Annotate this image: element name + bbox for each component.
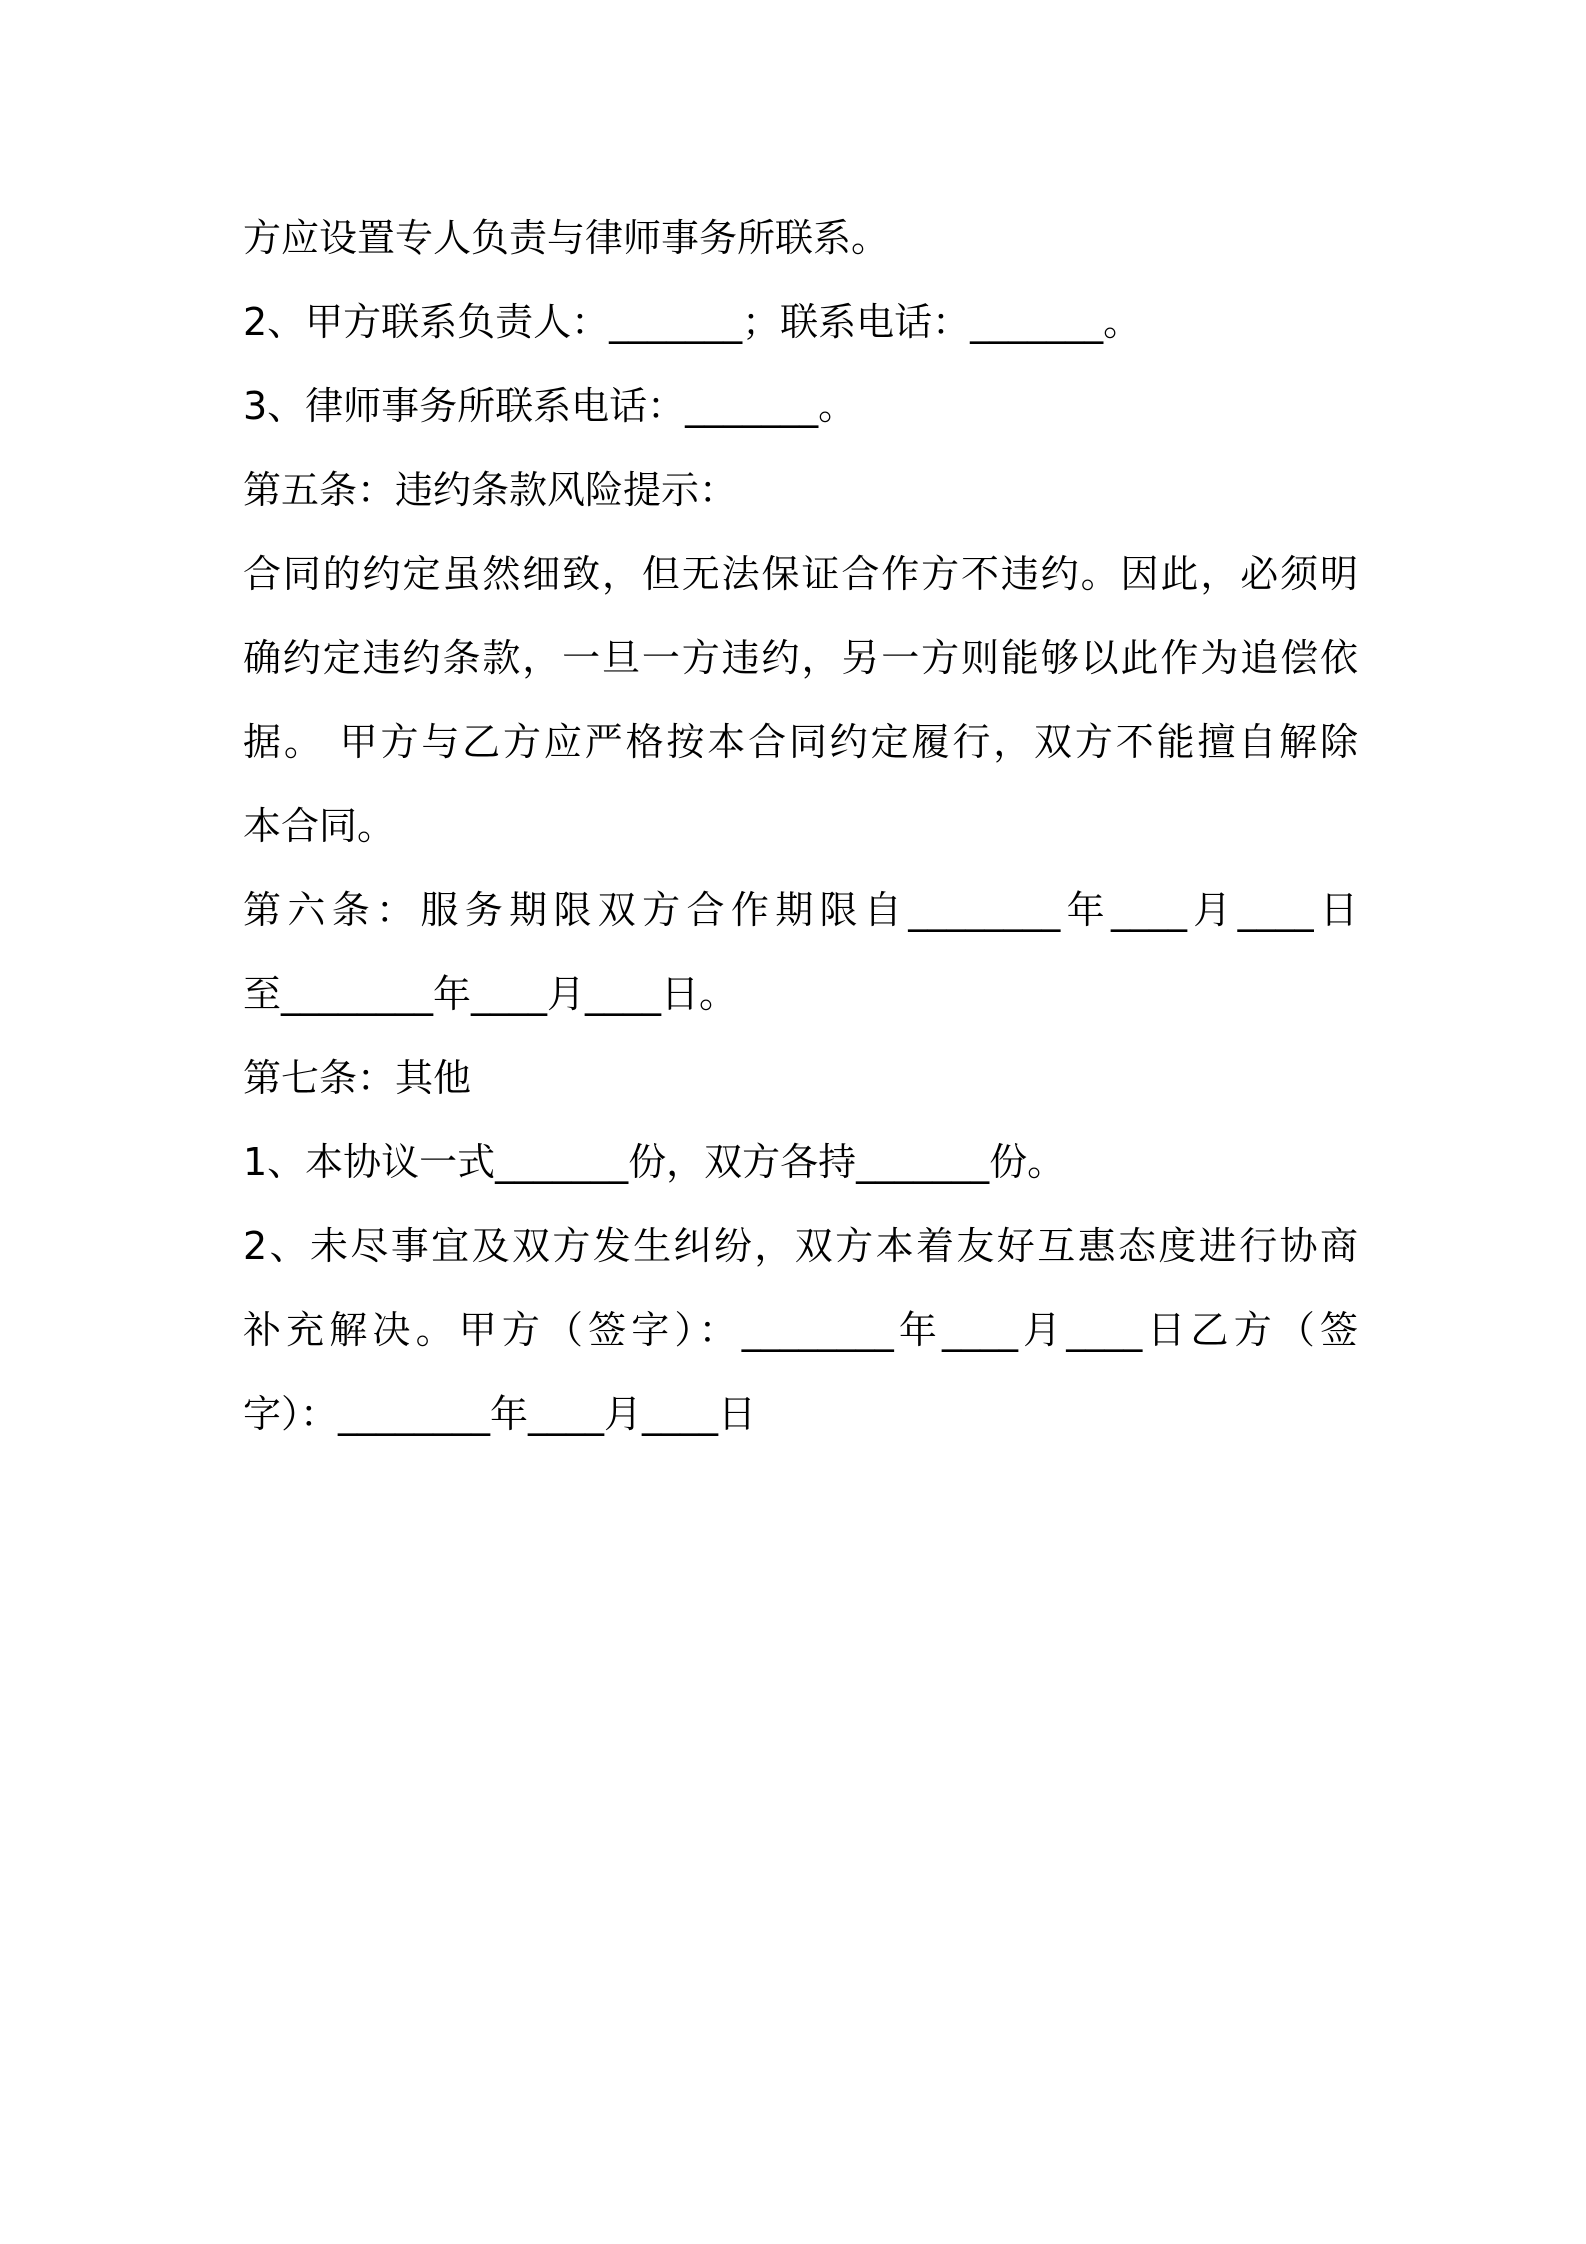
text-line-7: 据。 甲方与乙方应严格按本合同约定履行，双方不能擅自解除 xyxy=(243,720,1358,764)
signature-line-2: 字）：________年____月____日 xyxy=(243,1392,757,1436)
text-line-1: 方应设置专人负责与律师事务所联系。 xyxy=(243,216,890,260)
text-line-3: 3、律师事务所联系电话：_______。 xyxy=(243,384,857,428)
text-line-6: 确约定违约条款，一旦一方违约，另一方则能够以此作为追偿依 xyxy=(243,636,1358,680)
text-line-8: 本合同。 xyxy=(243,804,396,848)
text-line-10: 至________年____月____日。 xyxy=(243,972,738,1016)
text-line-5: 合同的约定虽然细致，但无法保证合作方不违约。因此，必须明 xyxy=(243,552,1358,596)
section-heading-article-7: 第七条：其他 xyxy=(243,1056,472,1100)
text-line-13: 2、未尽事宜及双方发生纠纷，双方本着友好互惠态度进行协商 xyxy=(243,1224,1358,1268)
signature-line-1: 补充解决。甲方（签字）：________年____月____日乙方（签 xyxy=(243,1308,1358,1352)
text-line-12: 1、本协议一式_______份，双方各持_______份。 xyxy=(243,1140,1066,1184)
section-heading-article-6: 第六条：服务期限双方合作期限自________年____月____日 xyxy=(243,888,1358,932)
section-heading-article-5: 第五条：违约条款风险提示： xyxy=(243,468,738,512)
text-line-2: 2、甲方联系负责人：_______；联系电话：_______。 xyxy=(243,300,1142,344)
document-body xyxy=(243,196,1358,1456)
